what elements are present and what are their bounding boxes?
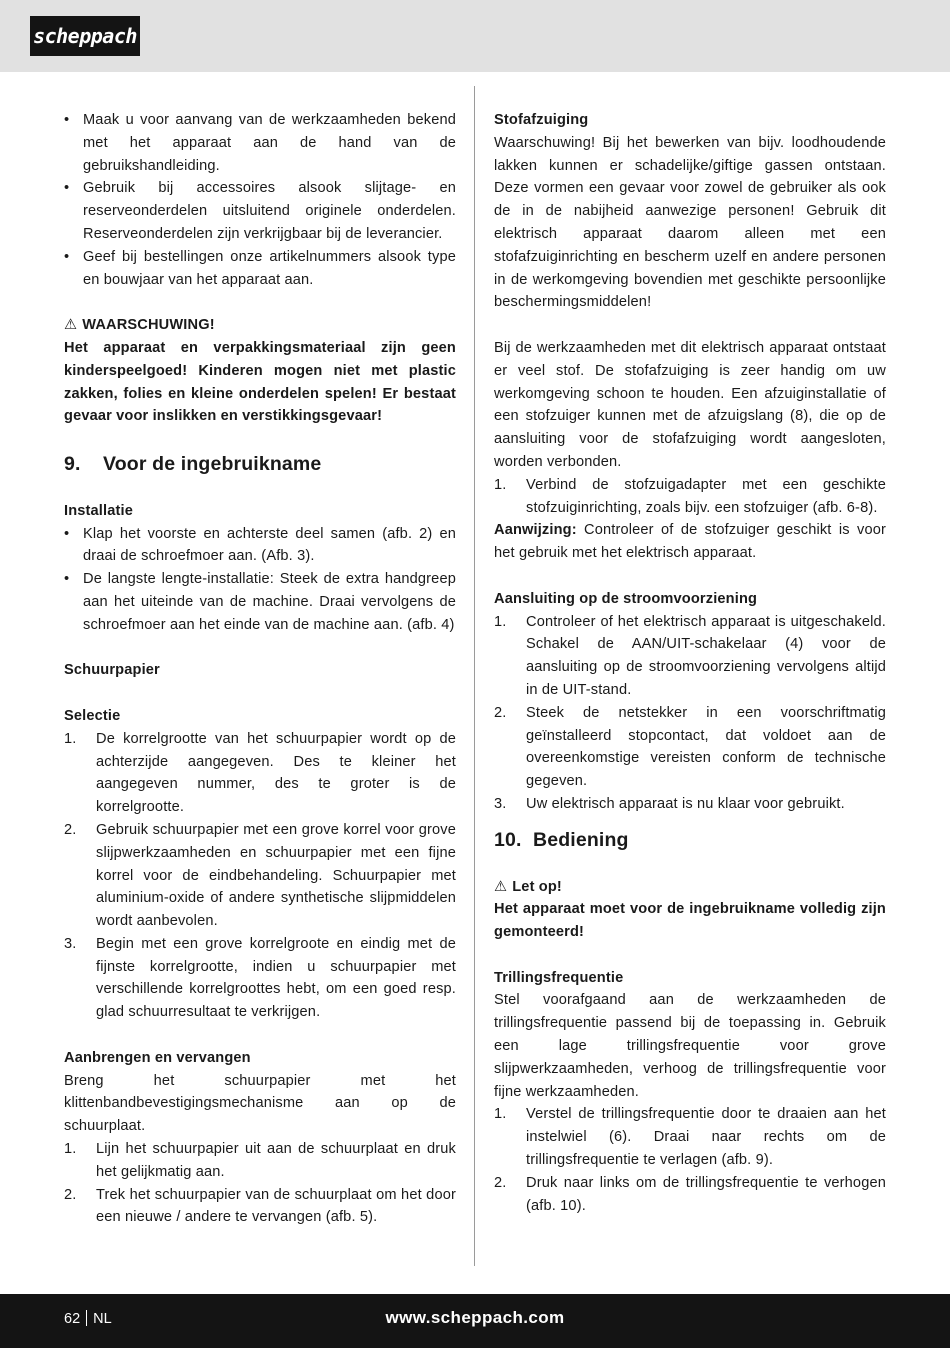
aanbrengen-text: Breng het schuurpapier met het klittenbandbevestigingsmechanisme aan op de schuurplaat. [64, 1072, 456, 1135]
stofafzuiging-text: Bij de werkzaamheden met dit elektrisch apparaat ontstaat er veel stof. De stofafzuiging is zeer handig om uw werkomgeving schoon te houden. Een afzuiginstallatie of een stofzuiger kunnen met de afzuigslang (8), die op de aansluiting voor de stofafzuiging wordt aangesloten, worden verbonden. [494, 339, 886, 470]
aanwijzing-text: Aanwijzing: Controleer of de stofzuiger geschikt is voor het gebruik met het elektrisch apparaat. [494, 522, 886, 562]
letop-heading: ⚠ Let op! [494, 878, 562, 895]
list-item: 1. Verbind de stofzuigadapter met een geschikte stofzuiginrichting, zoals bijv. een stofzuiger (afb. 6-8). [494, 476, 886, 516]
aanbrengen-heading: Aanbrengen en vervangen [64, 1049, 251, 1066]
warning-triangle-icon: ⚠ [494, 878, 508, 895]
stofafzuiging-heading: Stofafzuiging [494, 112, 589, 128]
intro-bullet-list [64, 109, 456, 291]
stofafzuiging-list [494, 474, 886, 520]
list-item: • Gebruik bij accessoires alsook slijtage- en reserveonderdelen uitsluitend originele onderdelen. Reserveonderdelen zijn verkrijgbaar bij de leverancier. [64, 180, 456, 242]
list-item: • De langste lengte-installatie: Steek de extra handgreep aan het uiteinde van de machine. Draai vervolgens de schroefmoer aan het einde van de machine aan. (afb. 4) [64, 571, 456, 633]
selectie-list [64, 728, 456, 1024]
warning-text: Het apparaat en verpakkingsmateriaal zijn geen kinderspeelgoed! Kinderen mogen niet met plastic zakken, folies en kleine onderdelen spelen! Er bestaat gevaar voor inslikken en verstikkingsgevaar! [64, 339, 456, 425]
list-item: 1. Controleer of het elektrisch apparaat is uitgeschakeld. Schakel de AAN/UIT-schakelaar (4) voor de aansluiting op de stroomvoorziening vervolgens altijd in de UIT-stand. [494, 613, 886, 698]
left-column [64, 109, 456, 1229]
website-url: www.scheppach.com [385, 1308, 565, 1327]
list-item: 2. Druk naar links om de trillingsfrequentie te verhogen (afb. 10). [494, 1174, 886, 1214]
warning-triangle-icon: ⚠ [64, 317, 78, 334]
list-item: 2. Gebruik schuurpapier met een grove korrel voor grove slijpwerkzaamheden en schuurpapier met een fijne korrel voor de eindbehandeling. Schuurpapier met aluminium-oxide of andere synthetische slijpmiddelen wordt aanbevolen. [64, 821, 456, 930]
list-item: • Geef bij bestellingen onze artikelnummers alsook type en bouwjaar van het apparaat aan. [64, 248, 456, 288]
list-item: 1. De korrelgrootte van het schuurpapier wordt op de achterzijde aangegeven. Des te kleiner het aangegeven nummer, des te groter is de korrelgrootte. [64, 730, 456, 816]
schuurpapier-heading: Schuurpapier [64, 662, 160, 679]
footer-bar [0, 1294, 950, 1348]
list-item: • Maak u voor aanvang van de werkzaamheden bekend met het apparaat aan de hand van de gebruikshandleiding. [64, 112, 456, 174]
aanbrengen-list [64, 1138, 456, 1229]
language-code: NL [93, 1311, 112, 1327]
list-item: • Klap het voorste en achterste deel samen (afb. 2) en draai de schroefmoer aan. (Afb. 3). [64, 525, 456, 565]
stroomvoorziening-list [494, 611, 886, 816]
stroomvoorziening-heading: Aansluiting op de stroomvoorziening [494, 590, 758, 607]
letop-text: Het apparaat moet voor de ingebruikname volledig zijn gemonteerd! [494, 901, 886, 941]
header-band [0, 0, 950, 72]
section-title-9: 9. Voor de ingebruikname [64, 452, 322, 475]
column-divider [474, 86, 475, 1266]
trillingsfrequentie-heading: Trillingsfrequentie [494, 969, 624, 986]
list-item: 3. Begin met een grove korrelgroote en eindig met de fijnste korrelgrootte, indien u schuurpapier met verschillende korrelgroottes hebt, om een goed resp. glad schuurresultaat te verkrijgen. [64, 935, 456, 1021]
right-column [494, 109, 886, 1217]
warning-heading: ⚠ WAARSCHUWING! [64, 317, 215, 334]
aanwijzing-label: Aanwijzing: [494, 522, 577, 539]
section-title-10: 10. Bediening [494, 828, 629, 851]
page-number: 62 [64, 1311, 81, 1327]
list-item: 3. Uw elektrisch apparaat is nu klaar voor gebruikt. [494, 795, 845, 812]
selectie-heading: Selectie [64, 707, 121, 724]
list-item: 1. Verstel de trillingsfrequentie door te draaien aan het instelwiel (6). Draai naar rechts om de trillingsfrequentie te verlagen (afb. 9). [494, 1106, 886, 1169]
trillingsfrequentie-list [494, 1103, 886, 1217]
list-item: 2. Steek de netstekker in een voorschriftmatig geïnstalleerd stopcontact, dat voldoet aan de overeenkomstige vereisten conform de technische gegeven. [494, 704, 886, 790]
brand-logo: scheppach [30, 16, 140, 56]
installatie-heading: Installatie [64, 502, 133, 519]
stofafzuiging-warning-text: Waarschuwing! Bij het bewerken van bijv. loodhoudende lakken kunnen er schadelijke/giftige gassen ontstaan. Deze vormen een gevaar voor zowel de gebruiker als ook de in de nabijheid aanwezige personen! Gebruik dit elektrisch apparaat daarom alleen met een stofafzuiginrichting en bescherm uzelf en andere personen in de werkomgeving bovendien met geschikte persoonlijke beschermingsmiddelen! [494, 134, 886, 311]
list-item: 1. Lijn het schuurpapier uit aan de schuurplaat en druk het gelijkmatig aan. [64, 1141, 456, 1180]
trillingsfrequentie-text: Stel voorafgaand aan de werkzaamheden de trillingsfrequentie passend bij de toepassing in. Gebruik een lage trillingsfrequentie voor grove slijpwerkzaamheden, verhoog de trillingsfrequentie voor fijne werkzaamheden. [494, 992, 886, 1100]
installatie-list [64, 523, 456, 637]
list-item: 2. Trek het schuurpapier van de schuurplaat om het door een nieuwe / andere te vervangen (afb. 5). [64, 1186, 456, 1226]
